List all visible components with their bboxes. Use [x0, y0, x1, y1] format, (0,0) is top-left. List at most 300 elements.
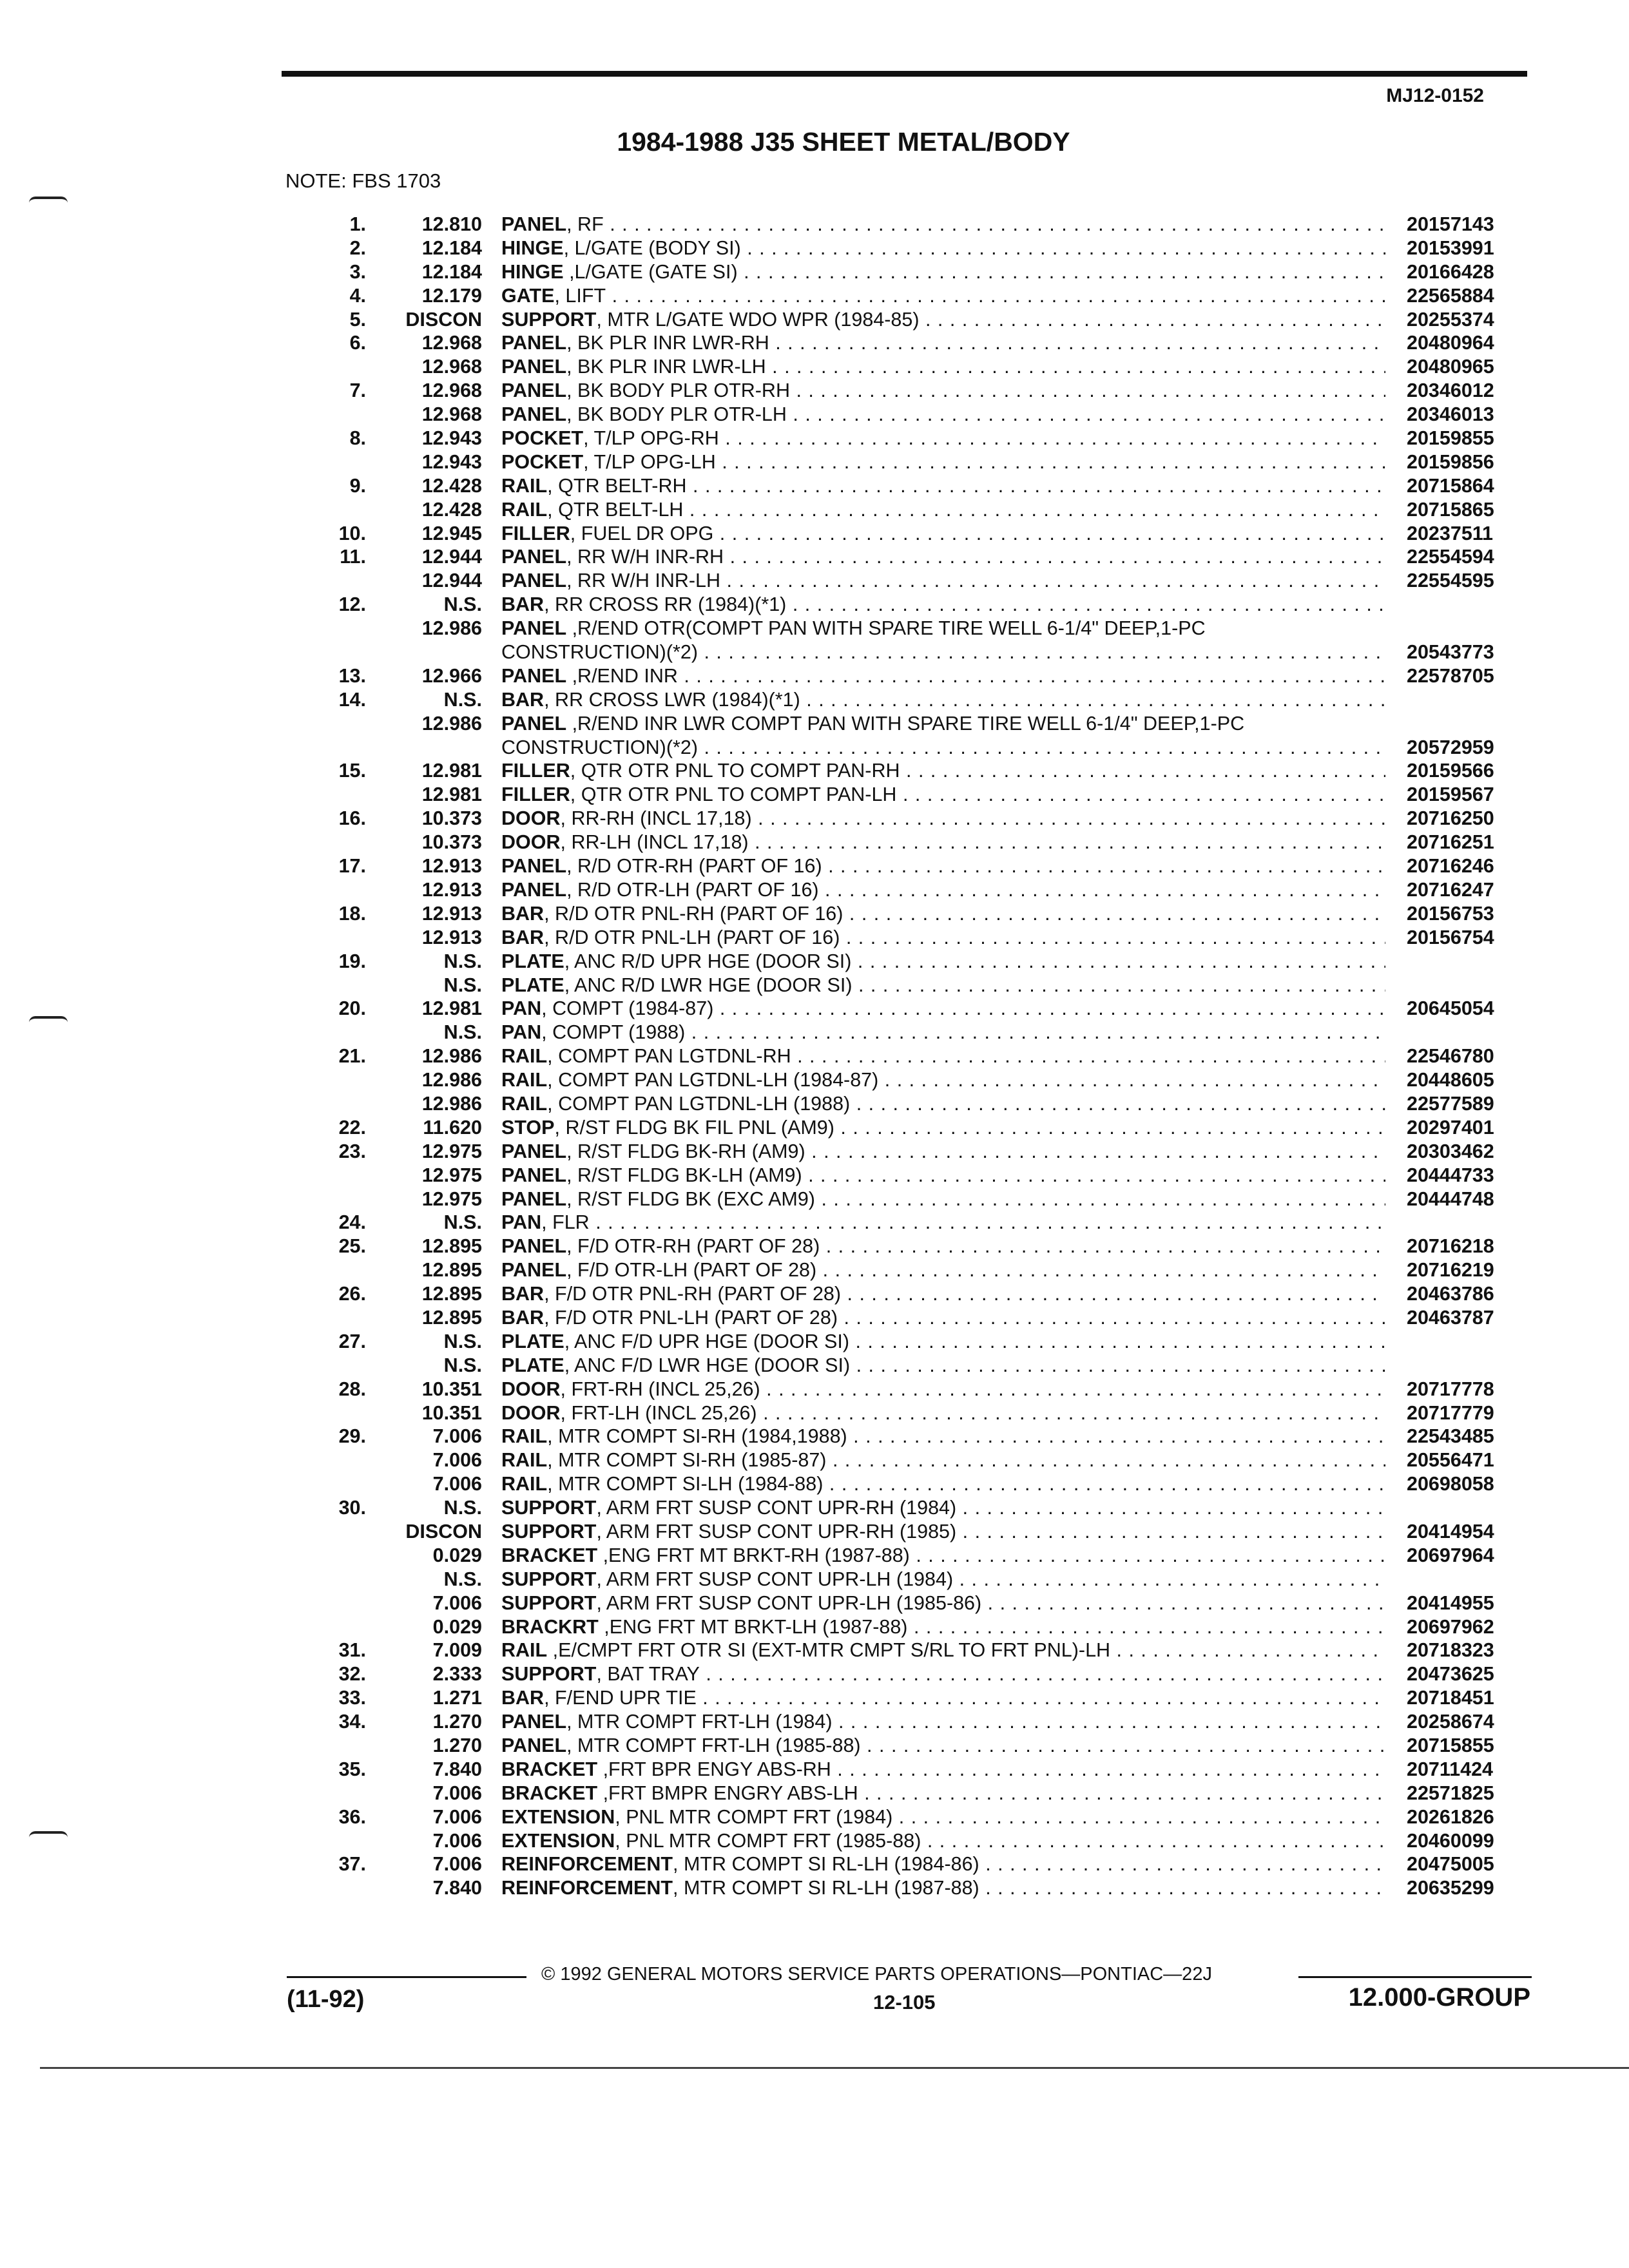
part-name: PLATE [501, 1354, 564, 1376]
part-name: RAIL [501, 1473, 548, 1495]
item-number: 17. [338, 855, 366, 878]
group-code: 7.006 [432, 1829, 482, 1852]
part-description [501, 1568, 1385, 1591]
parts-row [0, 1876, 1629, 1900]
part-detail: , ANC R/D UPR HGE (DOOR SI) [564, 950, 852, 972]
group-code: 12.179 [421, 284, 482, 307]
group-code: 0.029 [432, 1615, 482, 1638]
part-number: 20414955 [1407, 1591, 1494, 1614]
parts-row [0, 355, 1629, 379]
part-detail: , COMPT PAN LGTDNL-RH [547, 1045, 791, 1068]
part-number: 20716246 [1407, 855, 1494, 878]
part-number: 20716250 [1407, 807, 1494, 830]
parts-row [0, 1092, 1629, 1116]
group-code: 1.270 [432, 1711, 482, 1733]
parts-row [0, 640, 1629, 664]
item-number: 9. [349, 474, 366, 497]
part-description [501, 1639, 1385, 1662]
part-name: PANEL [501, 332, 567, 354]
group-code: 12.981 [421, 783, 482, 806]
part-number: 22546780 [1407, 1045, 1494, 1068]
group-code: N.S. [443, 593, 482, 616]
group-code: 7.006 [432, 1449, 482, 1472]
part-detail: , R/D OTR PNL-LH (PART OF 16) [544, 926, 840, 948]
page-title: 1984-1988 J35 SHEET METAL/BODY [617, 127, 1070, 157]
part-number: 20718451 [1407, 1687, 1494, 1709]
part-name: PANEL [501, 356, 567, 378]
part-description [501, 308, 1385, 332]
group-code: 1.271 [432, 1687, 482, 1709]
part-name: PANEL [501, 855, 567, 878]
part-detail: ,L/GATE (GATE SI) [563, 260, 738, 283]
part-name: PANEL [501, 617, 567, 640]
part-detail: , R/D OTR-RH (PART OF 16) [566, 855, 822, 878]
group-code: 10.373 [421, 831, 482, 854]
part-description [501, 1258, 1385, 1282]
part-number: 20157143 [1407, 213, 1494, 235]
part-name: BAR [501, 1306, 545, 1329]
part-detail: , RR CROSS LWR (1984)(*1) [544, 688, 800, 711]
group-code: 12.944 [421, 546, 482, 568]
part-description [501, 688, 1385, 712]
part-detail: , R/D OTR PNL-RH (PART OF 16) [544, 902, 843, 925]
part-detail: , BK PLR INR LWR-LH [566, 356, 766, 378]
part-name: HINGE [501, 236, 564, 259]
part-name: PANEL [501, 1187, 567, 1210]
parts-row [0, 1829, 1629, 1853]
group-code: DISCON [405, 308, 482, 331]
part-description [501, 1758, 1385, 1782]
footer-rule-left [287, 1976, 526, 1978]
document-id: MJ12-0152 [1386, 85, 1484, 106]
part-number: 20258674 [1407, 1711, 1494, 1733]
item-number: 36. [338, 1805, 366, 1828]
part-name: PANEL [501, 213, 567, 235]
group-code: 12.913 [421, 855, 482, 878]
part-detail: , ANC R/D LWR HGE (DOOR SI) [564, 974, 853, 996]
group-code: N.S. [443, 1211, 482, 1234]
part-description [501, 1805, 1385, 1829]
part-description [501, 640, 1385, 664]
parts-row [0, 331, 1629, 355]
part-description [501, 902, 1385, 926]
part-number: 20572959 [1407, 736, 1494, 758]
part-number: 20159856 [1407, 450, 1494, 473]
parts-row [0, 950, 1629, 974]
part-number: 20556471 [1407, 1449, 1494, 1472]
part-number: 20697964 [1407, 1544, 1494, 1566]
part-description [501, 1306, 1385, 1330]
parts-row [0, 260, 1629, 284]
part-number: 22554595 [1407, 570, 1494, 592]
part-number: 20166428 [1407, 260, 1494, 283]
part-description [501, 1520, 1385, 1544]
part-description [501, 759, 1385, 783]
part-detail: , T/LP OPG-RH [583, 427, 719, 450]
part-number: 20716251 [1407, 831, 1494, 854]
parts-row [0, 569, 1629, 593]
parts-row [0, 1615, 1629, 1639]
part-detail: , F/END UPR TIE [544, 1687, 697, 1709]
parts-row [0, 997, 1629, 1021]
part-name: SUPPORT [501, 1663, 597, 1686]
part-description [501, 1686, 1385, 1710]
part-description [501, 1282, 1385, 1306]
item-number: 4. [349, 284, 366, 307]
part-detail: , MTR COMPT SI-RH (1985-87) [547, 1449, 827, 1472]
part-name: PANEL [501, 1735, 567, 1756]
part-name: HINGE [501, 260, 564, 283]
part-description [501, 1496, 1385, 1520]
parts-row [0, 1211, 1629, 1235]
part-description [501, 1544, 1385, 1568]
part-detail: , T/LP OPG-LH [583, 450, 716, 473]
part-number: 20645054 [1407, 997, 1494, 1020]
binder-hole-mark [29, 197, 68, 203]
group-code: 12.944 [421, 570, 482, 592]
part-name: SUPPORT [501, 1568, 597, 1590]
item-number: 16. [338, 807, 366, 830]
parts-row [0, 878, 1629, 902]
part-name: RAIL [501, 498, 548, 521]
part-detail: , MTR L/GATE WDO WPR (1984-85) [596, 308, 920, 331]
part-number: 20543773 [1407, 641, 1494, 664]
part-detail: , F/D OTR-RH (PART OF 28) [566, 1235, 820, 1258]
group-code: 12.986 [421, 712, 482, 735]
part-number: 20159566 [1407, 760, 1494, 782]
parts-row [0, 1686, 1629, 1710]
part-detail: , R/ST FLDG BK FIL PNL (AM9) [554, 1116, 834, 1139]
part-number: 20237511 [1407, 522, 1494, 544]
part-description [501, 664, 1385, 688]
part-number: 20480965 [1407, 356, 1494, 378]
group-code: 2.333 [432, 1663, 482, 1686]
item-number: 6. [349, 332, 366, 354]
part-detail: , ANC F/D UPR HGE (DOOR SI) [564, 1330, 849, 1352]
part-name: PANEL [501, 380, 567, 402]
parts-row [0, 1425, 1629, 1448]
group-code: 12.968 [421, 403, 482, 426]
parts-list [0, 213, 1629, 1900]
item-number: 8. [349, 427, 366, 450]
parts-row [0, 1306, 1629, 1330]
part-detail: , FUEL DR OPG [570, 522, 714, 544]
part-name: SUPPORT [501, 1497, 597, 1519]
part-number: 22554594 [1407, 546, 1494, 568]
group-code: 12.184 [421, 260, 482, 283]
group-code: 12.975 [421, 1187, 482, 1210]
part-name: PANEL [501, 1140, 567, 1162]
part-name: FILLER [501, 760, 570, 782]
part-name: POCKET [501, 427, 584, 450]
group-code: 12.428 [421, 498, 482, 521]
part-detail: , COMPT (1988) [541, 1021, 686, 1044]
group-code: 7.006 [432, 1805, 482, 1828]
part-name: DOOR [501, 807, 561, 830]
group-code: N.S. [443, 1330, 482, 1352]
part-detail: , COMPT PAN LGTDNL-LH (1984-87) [547, 1069, 879, 1091]
group-code: 12.428 [421, 474, 482, 497]
parts-row [0, 498, 1629, 522]
item-number: 30. [338, 1497, 366, 1519]
part-number: 20697962 [1407, 1615, 1494, 1638]
parts-row [0, 1140, 1629, 1164]
item-number: 12. [338, 593, 366, 616]
part-detail: CONSTRUCTION)(*2) [501, 736, 698, 758]
part-name: REINFORCEMENT [501, 1853, 673, 1876]
part-description [501, 974, 1385, 997]
part-description [501, 331, 1385, 355]
group-code: 12.895 [421, 1306, 482, 1329]
part-number: 20715855 [1407, 1735, 1494, 1756]
group-code: 12.968 [421, 356, 482, 378]
part-detail: , RR-RH (INCL 17,18) [560, 807, 752, 830]
part-number: 20480964 [1407, 332, 1494, 354]
item-number: 21. [338, 1045, 366, 1068]
part-description [501, 379, 1385, 403]
part-name: PANEL [501, 403, 567, 426]
group-code: 12.943 [421, 450, 482, 473]
part-name: EXTENSION [501, 1829, 615, 1852]
group-code: 12.945 [421, 522, 482, 544]
part-description [501, 926, 1385, 950]
group-code: 7.840 [432, 1758, 482, 1780]
part-name: SUPPORT [501, 1591, 597, 1614]
parts-row [0, 1448, 1629, 1472]
part-detail: , RR W/H INR-LH [566, 570, 721, 592]
part-description [501, 950, 1385, 974]
part-detail: ,FRT BMPR ENGRY ABS-LH [597, 1782, 858, 1804]
part-number: 20255374 [1407, 308, 1494, 331]
page-number: 12-105 [873, 1991, 936, 2013]
part-number: 20475005 [1407, 1853, 1494, 1876]
part-name: PAN [501, 997, 542, 1020]
part-detail: , R/ST FLDG BK (EXC AM9) [566, 1187, 815, 1210]
group-code: 12.943 [421, 427, 482, 450]
part-name: SUPPORT [501, 308, 597, 331]
part-detail: , F/D OTR-LH (PART OF 28) [566, 1259, 817, 1282]
parts-row [0, 1282, 1629, 1306]
group-code: N.S. [443, 1568, 482, 1590]
parts-row [0, 1662, 1629, 1686]
part-detail: , L/GATE (BODY SI) [563, 236, 741, 259]
parts-row [0, 308, 1629, 332]
group-code: 7.009 [432, 1639, 482, 1662]
part-detail: , FLR [541, 1211, 590, 1234]
group-code: 12.895 [421, 1259, 482, 1282]
part-detail: , R/ST FLDG BK-LH (AM9) [566, 1164, 802, 1186]
group-code: 12.975 [421, 1164, 482, 1186]
part-number: 20159567 [1407, 783, 1494, 806]
group-code: N.S. [443, 1354, 482, 1376]
part-number: 20715864 [1407, 474, 1494, 497]
part-number: 20346012 [1407, 380, 1494, 402]
group-code: 7.006 [432, 1853, 482, 1876]
part-detail: , COMPT (1984-87) [541, 997, 714, 1020]
parts-row [0, 593, 1629, 617]
part-name: STOP [501, 1116, 555, 1139]
part-name: DOOR [501, 1378, 561, 1400]
part-detail: , RR-LH (INCL 17,18) [560, 831, 749, 854]
part-description [501, 474, 1385, 498]
part-number: 20414954 [1407, 1520, 1494, 1542]
part-number: 20261826 [1407, 1805, 1494, 1828]
group-code: 12.913 [421, 926, 482, 948]
parts-row [0, 1782, 1629, 1805]
part-description [501, 831, 1385, 854]
part-detail: , RR W/H INR-RH [566, 546, 724, 568]
item-number: 34. [338, 1711, 366, 1733]
part-name: BRACKET [501, 1758, 598, 1780]
part-detail: , ARM FRT SUSP CONT UPR-LH (1985-86) [596, 1591, 982, 1614]
parts-row [0, 712, 1629, 736]
part-name: PANEL [501, 546, 567, 568]
part-description [501, 545, 1385, 569]
group-code: 12.966 [421, 664, 482, 687]
parts-row [0, 1378, 1629, 1401]
part-name: PANEL [501, 1235, 567, 1258]
parts-row [0, 284, 1629, 308]
part-name: PLATE [501, 974, 564, 996]
part-number: 20156753 [1407, 902, 1494, 925]
part-description [501, 783, 1385, 807]
item-number: 28. [338, 1378, 366, 1400]
part-name: BRACKRT [501, 1615, 599, 1638]
group-code: 12.981 [421, 997, 482, 1020]
part-description [501, 1876, 1385, 1900]
part-detail: ,ENG FRT MT BRKT-LH (1987-88) [598, 1615, 908, 1638]
part-description [501, 355, 1385, 379]
part-detail: , QTR OTR PNL TO COMPT PAN-RH [570, 760, 900, 782]
parts-row [0, 1852, 1629, 1876]
part-detail: , MTR COMPT SI RL-LH (1984-86) [673, 1853, 979, 1876]
parts-row [0, 759, 1629, 783]
parts-row [0, 474, 1629, 498]
parts-row [0, 926, 1629, 950]
parts-row [0, 1021, 1629, 1044]
group-code: N.S. [443, 950, 482, 972]
part-description [501, 1211, 1385, 1235]
part-description [501, 1782, 1385, 1805]
group-code: 7.006 [432, 1591, 482, 1614]
item-number: 15. [338, 760, 366, 782]
group-code: 12.968 [421, 332, 482, 354]
part-detail: , F/D OTR PNL-LH (PART OF 28) [544, 1306, 838, 1329]
part-name: EXTENSION [501, 1805, 615, 1828]
item-number: 7. [349, 380, 366, 402]
part-detail: , BK PLR INR LWR-RH [566, 332, 769, 354]
item-number: 14. [338, 688, 366, 711]
parts-row [0, 213, 1629, 236]
part-detail: ,E/CMPT FRT OTR SI (EXT-MTR CMPT S/RL TO FRT PNL)-LH [547, 1639, 1111, 1662]
part-number: 20716247 [1407, 878, 1494, 901]
part-number: 20303462 [1407, 1140, 1494, 1162]
part-name: BAR [501, 926, 545, 948]
group-code: 12.895 [421, 1235, 482, 1258]
part-name: BRACKET [501, 1782, 598, 1804]
part-description [501, 1378, 1385, 1401]
part-detail: , RR CROSS RR (1984)(*1) [544, 593, 787, 616]
part-description [501, 712, 1385, 736]
item-number: 33. [338, 1687, 366, 1709]
parts-row [0, 1591, 1629, 1615]
group-code: 0.029 [432, 1544, 482, 1566]
part-description [501, 1401, 1385, 1425]
part-name: PANEL [501, 1164, 567, 1186]
part-name: RAIL [501, 1045, 548, 1068]
part-description [501, 450, 1385, 474]
part-detail: , MTR COMPT FRT-LH (1984) [566, 1711, 833, 1733]
part-number: 20717779 [1407, 1401, 1494, 1424]
part-description [501, 1472, 1385, 1496]
part-number: 20718323 [1407, 1639, 1494, 1662]
part-name: DOOR [501, 831, 561, 854]
part-number: 20346013 [1407, 403, 1494, 426]
group-code: 12.986 [421, 1045, 482, 1068]
part-number: 22565884 [1407, 284, 1494, 307]
part-description [501, 736, 1385, 760]
part-name: PANEL [501, 664, 567, 687]
item-number: 35. [338, 1758, 366, 1780]
part-detail: , BK BODY PLR OTR-LH [566, 403, 787, 426]
part-detail: , ANC F/D LWR HGE (DOOR SI) [564, 1354, 851, 1376]
footer-group: 12.000-GROUP [1348, 1983, 1530, 2012]
part-number: 20444733 [1407, 1164, 1494, 1186]
parts-row [0, 736, 1629, 760]
part-number: 20716218 [1407, 1235, 1494, 1258]
group-code: N.S. [443, 688, 482, 711]
parts-row [0, 1235, 1629, 1258]
part-detail: , COMPT PAN LGTDNL-LH (1988) [547, 1092, 851, 1115]
part-detail: , R/D OTR-LH (PART OF 16) [566, 878, 819, 901]
parts-row [0, 1354, 1629, 1378]
part-detail: , LIFT [554, 284, 606, 307]
part-description [501, 1662, 1385, 1686]
part-description [501, 1330, 1385, 1354]
part-description [501, 617, 1385, 640]
part-name: RAIL [501, 1449, 548, 1472]
part-description [501, 1187, 1385, 1211]
part-name: BAR [501, 1687, 545, 1709]
parts-row [0, 1758, 1629, 1782]
parts-row [0, 1164, 1629, 1187]
group-code: N.S. [443, 974, 482, 996]
part-number: 20698058 [1407, 1473, 1494, 1495]
group-code: N.S. [443, 1021, 482, 1044]
parts-row [0, 379, 1629, 403]
item-number: 24. [338, 1211, 366, 1234]
part-name: RAIL [501, 1092, 548, 1115]
part-description [501, 236, 1385, 260]
part-description [501, 1021, 1385, 1044]
item-number: 20. [338, 997, 366, 1020]
top-rule [282, 71, 1527, 77]
part-detail: , ARM FRT SUSP CONT UPR-RH (1985) [596, 1520, 957, 1542]
parts-row [0, 427, 1629, 450]
group-code: 10.351 [421, 1401, 482, 1424]
footer-date: (11-92) [287, 1986, 365, 2013]
part-description [501, 1734, 1385, 1758]
item-number: 18. [338, 902, 366, 925]
part-name: RAIL [501, 1639, 548, 1662]
part-description [501, 593, 1385, 617]
item-number: 1. [349, 213, 366, 235]
item-number: 13. [338, 664, 366, 687]
part-name: RAIL [501, 1069, 548, 1091]
part-number: 20448605 [1407, 1069, 1494, 1091]
part-description [501, 213, 1385, 236]
parts-row [0, 1805, 1629, 1829]
